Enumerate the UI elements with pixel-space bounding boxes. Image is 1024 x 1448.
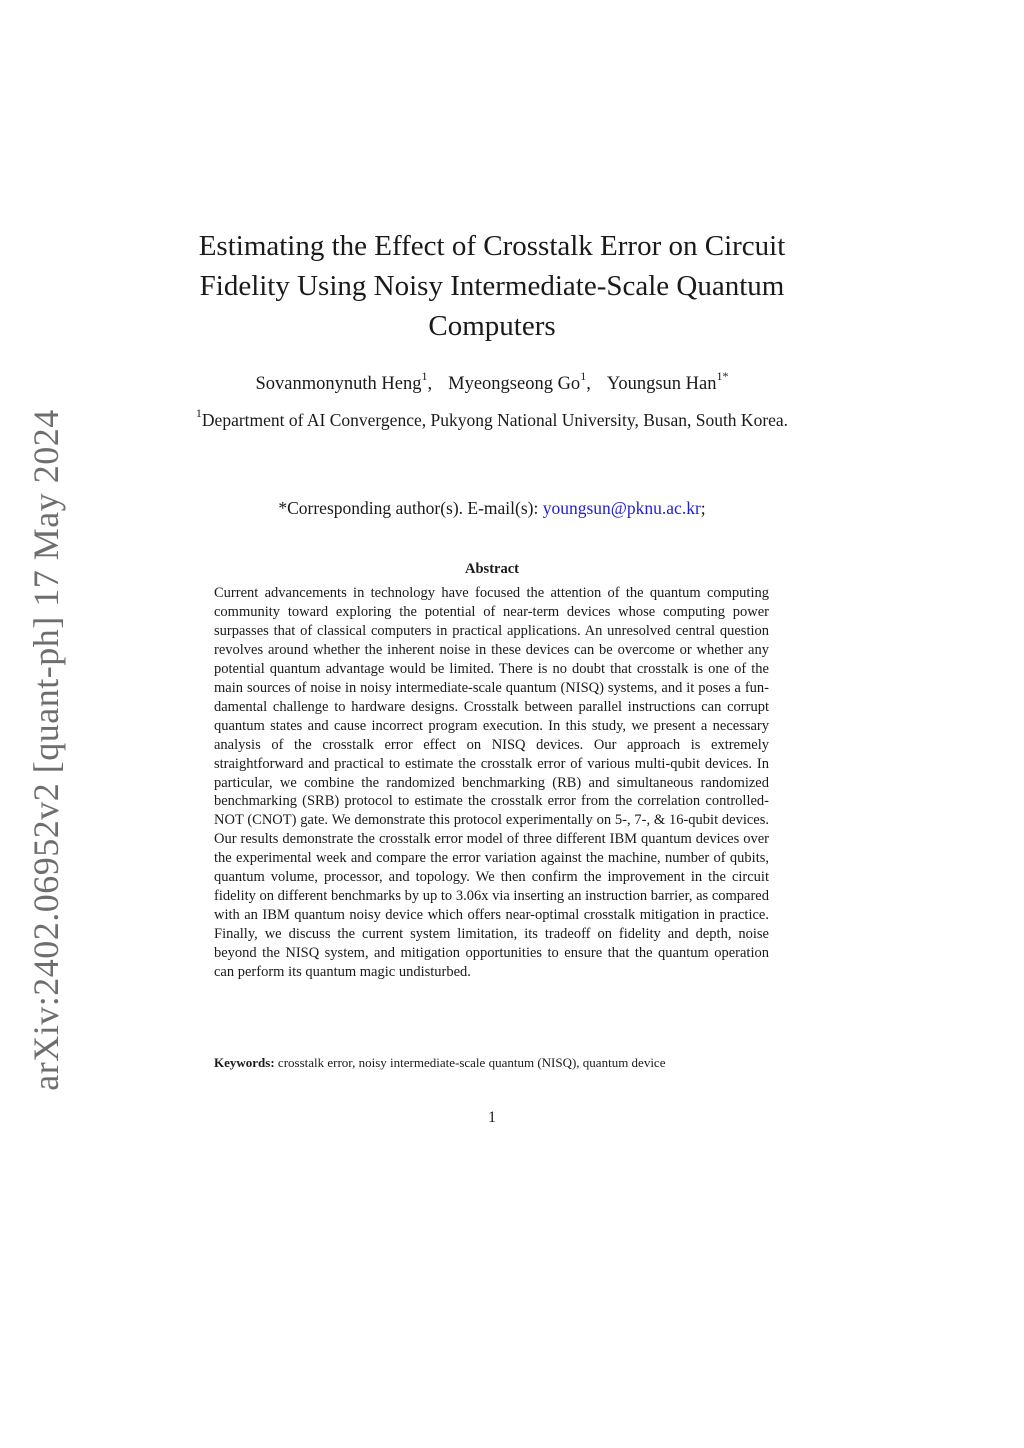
- keywords-label: Keywords:: [214, 1055, 275, 1070]
- author-list: [160, 368, 824, 397]
- keywords-text: crosstalk error, noisy intermediate-scale quantum (NISQ), quantum device: [274, 1055, 666, 1070]
- corresponding-email-link[interactable]: youngsun@pknu.ac.kr: [542, 498, 701, 518]
- author-affiliation-marker: 1: [421, 368, 428, 383]
- paper-title: Estimating the Effect of Crosstalk Error on Circuit Fidelity Using Noisy Intermediate-Scale Quantum Computers: [198, 230, 786, 342]
- arxiv-identifier-stamp: arXiv:2402.06952v2 [quant-ph] 17 May 2024: [26, 409, 66, 1091]
- corresponding-prefix: *Corresponding author(s). E-mail(s):: [278, 498, 543, 518]
- affiliation-text: Department of AI Convergence, Pukyong National University, Busan, South Korea.: [201, 410, 789, 430]
- corresponding-suffix: ;: [700, 498, 706, 518]
- author-name: Myeongseong Go$^1$,: [448, 368, 591, 394]
- corresponding-author: [160, 496, 824, 520]
- author-affiliation-marker: 1*: [716, 368, 729, 383]
- page-number: 1: [488, 1109, 496, 1126]
- affiliation-marker: 1: [195, 406, 202, 421]
- abstract-heading: Abstract: [465, 561, 519, 577]
- author-name: Sovanmonynuth Heng$^1$,: [255, 368, 433, 394]
- author-affiliation-marker: 1: [580, 368, 587, 383]
- author-name: Youngsun Han$^{1*}$: [606, 368, 729, 394]
- keywords: [214, 1054, 794, 1072]
- abstract-body: Current advancements in technology have focused the attention of the quantum computing community toward exploring the potential of near-term devices whose computing power surpasses that of classical computers in practical applications. An unresolved central question revolves around whether the inherent noise in these devices can be overcome or whether any potential quantum advantage would be limited. There is no doubt that crosstalk is one of the main sources of noise in noisy intermediate-scale quantum (NISQ) systems, and it poses a fundamental challenge to hardware designs. Crosstalk between parallel instructions can corrupt quantum states and cause incorrect program execution. In this study, we present a necessary analysis of the crosstalk error effect on NISQ devices. Our approach is extremely straightforward and practical to estimate the crosstalk error of various multi-qubit devices. In particular, we combine the randomized benchmarking (RB) and simultaneous randomized benchmarking (SRB) protocol to estimate the crosstalk error from the correlation controlled-NOT (CNOT) gate. We demonstrate this protocol experimentally on 5-, 7-, & 16-qubit devices. Our results demonstrate the crosstalk error model of three different IBM quantum devices over the experimental week and compare the error variation against the machine, number of qubits, quantum volume, processor, and topology. We then confirm the improvement in the circuit fidelity on different benchmarks by up to 3.06x via inserting an instruction barrier, as compared with an IBM quantum noisy device which offers near-optimal crosstalk mitigation in practice. Finally, we discuss the current system limitation, its tradeoff on fidelity and depth, noise beyond the NISQ system, and mitigation opportunities to ensure that the quantum operation can perform its quantum magic undisturbed.: [214, 585, 769, 981]
- affiliation: [180, 408, 804, 432]
